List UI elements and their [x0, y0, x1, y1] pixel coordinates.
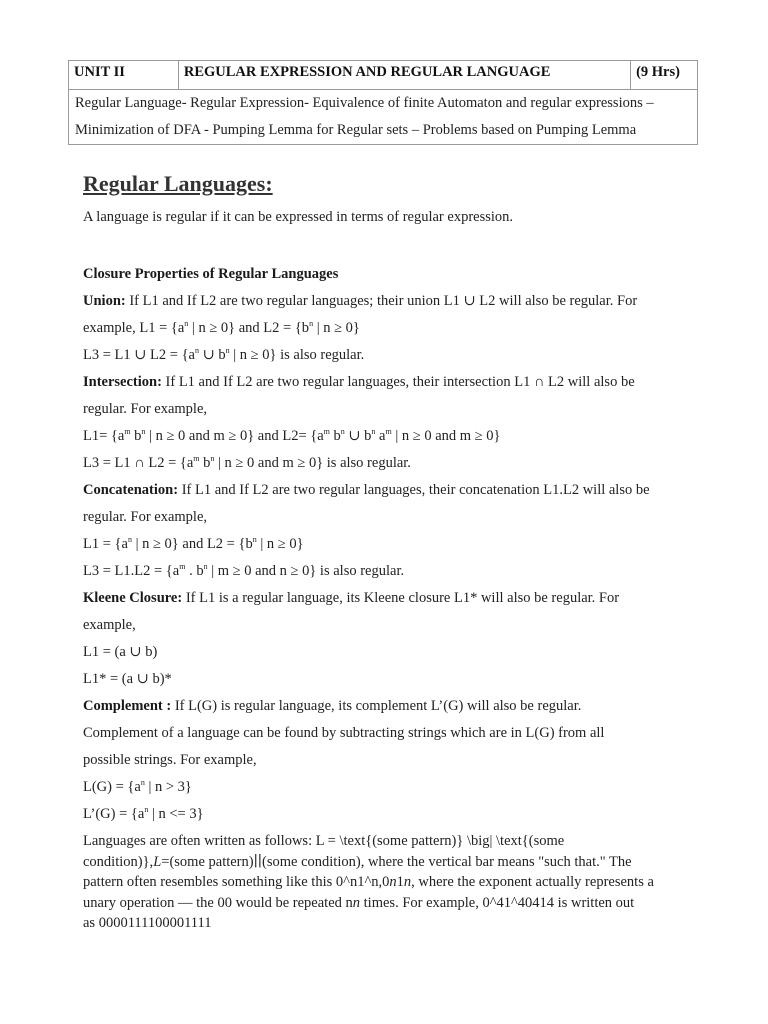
superscript: n: [144, 805, 149, 814]
unit-header-row: [69, 61, 698, 90]
spacer: [83, 231, 693, 258]
notation-line-2: [83, 852, 693, 873]
kleene-label: Kleene Closure:: [83, 590, 183, 606]
concatenation-text: . b: [185, 563, 204, 579]
notation-italic: n: [403, 874, 412, 890]
intersection-line-1: [83, 369, 693, 396]
concatenation-line-4: [83, 558, 693, 585]
intersection-label: Intersection:: [83, 374, 162, 390]
notation-text: 1: [396, 874, 404, 890]
page-title: Regular Languages:: [83, 171, 273, 196]
intersection-text: | n ≥ 0 and m ≥ 0} is also regular.: [214, 455, 411, 471]
concatenation-text: | n ≥ 0}: [256, 536, 304, 552]
unit-title: REGULAR EXPRESSION AND REGULAR LANGUAGE: [183, 64, 551, 80]
concatenation-label: Concatenation:: [83, 482, 179, 498]
concatenation-text: | m ≥ 0 and n ≥ 0} is also regular.: [207, 563, 405, 579]
notation-italic: L: [153, 853, 162, 870]
superscript: n: [225, 346, 230, 355]
superscript: n: [203, 562, 208, 571]
union-text: If L1 and If L2 are two regular languages; their union L1 ∪ L2 will also be regular. For: [125, 293, 638, 309]
unit-id: UNIT II: [74, 64, 125, 80]
union-line-1: [83, 288, 693, 315]
concatenation-text: L3 = L1.L2 = {a: [83, 563, 180, 579]
intersection-text: | n ≥ 0 and m ≥ 0} and L2= {a: [145, 428, 324, 444]
intersection-text: | n ≥ 0 and m ≥ 0}: [391, 428, 501, 444]
intersection-text: L3 = L1 ∩ L2 = {a: [83, 455, 194, 471]
unit-id-cell: [69, 61, 179, 90]
notation-text: =(some pattern)∣∣(some condition), where the vertical bar means "such that." The: [161, 853, 632, 870]
complement-text: | n > 3}: [144, 779, 192, 795]
intersection-text: b: [130, 428, 142, 444]
unit-topics-row: [69, 90, 698, 145]
intro-text: A language is regular if it can be expressed in terms of regular expression.: [83, 209, 514, 225]
superscript: n: [252, 535, 257, 544]
unit-title-cell: [178, 61, 630, 90]
union-line-2: [83, 315, 693, 342]
intersection-text: ∪ b: [344, 428, 372, 444]
unit-topics-line-2: Minimization of DFA - Pumping Lemma for Regular sets – Problems based on Pumping Lemma: [75, 122, 637, 138]
unit-hours-cell: [631, 61, 698, 90]
superscript: m: [385, 427, 392, 436]
unit-topics-line-1: Regular Language- Regular Expression- Equivalence of finite Automaton and regular expressions –: [75, 95, 654, 111]
notation-italic: n: [389, 874, 397, 890]
notation-paragraph: [83, 831, 693, 934]
union-text: ∪ b: [198, 347, 226, 363]
notation-line-1: Languages are often written as follows: L = \text{(some pattern)} \big| \text{(some: [83, 833, 565, 849]
notation-text: pattern often resembles something like this 0^n1^n,0: [83, 874, 390, 890]
unit-topics-cell: [69, 90, 698, 145]
concatenation-line-2: regular. For example,: [83, 509, 208, 525]
complement-text: L’(G) = {a: [83, 806, 145, 822]
concatenation-text: L1 = {a: [83, 536, 128, 552]
complement-text: L(G) = {a: [83, 779, 141, 795]
union-text: example, L1 = {a: [83, 320, 185, 336]
superscript: m: [179, 562, 186, 571]
notation-text: unary operation — the 00 would be repeated n: [83, 894, 353, 911]
intersection-text: b: [199, 455, 211, 471]
complement-line-5: [83, 801, 693, 828]
intersection-line-4: [83, 450, 693, 477]
closure-title-text: Closure Properties of Regular Languages: [83, 266, 339, 282]
unit-table: [68, 60, 698, 145]
notation-text: times. For example, 0^41^40414 is written out: [360, 894, 635, 911]
superscript: n: [309, 319, 314, 328]
concatenation-line-1: [83, 477, 693, 504]
union-text: | n ≥ 0}: [313, 320, 360, 336]
notation-text: condition)},: [83, 853, 154, 870]
superscript: n: [194, 346, 199, 355]
notation-italic: n: [352, 894, 361, 911]
concatenation-text: If L1 and If L2 are two regular languages, their concatenation L1.L2 will also be: [178, 482, 650, 498]
kleene-line-3: L1 = (a ∪ b): [83, 644, 158, 660]
complement-line-1: [83, 693, 693, 720]
complement-text: If L(G) is regular language, its complement L’(G) will also be regular.: [171, 698, 582, 714]
notation-text: , where the exponent actually represents a: [411, 874, 654, 890]
kleene-line-2: example,: [83, 617, 136, 633]
superscript: m: [193, 454, 200, 463]
concatenation-text: | n ≥ 0} and L2 = {b: [131, 536, 253, 552]
complement-text: | n <= 3}: [148, 806, 204, 822]
complement-line-3: possible strings. For example,: [83, 752, 257, 768]
closure-title: [83, 261, 693, 288]
complement-line-4: [83, 774, 693, 801]
superscript: n: [141, 427, 146, 436]
document-body: [83, 166, 693, 934]
superscript: n: [184, 319, 189, 328]
concatenation-line-3: [83, 531, 693, 558]
superscript: m: [124, 427, 131, 436]
superscript: n: [127, 535, 132, 544]
kleene-line-4: L1* = (a ∪ b)*: [83, 671, 172, 687]
union-text: | n ≥ 0} and L2 = {b: [188, 320, 310, 336]
intersection-line-2: regular. For example,: [83, 401, 208, 417]
complement-label: Complement :: [83, 698, 172, 714]
union-text: L3 = L1 ∪ L2 = {a: [83, 347, 195, 363]
intersection-text: b: [329, 428, 341, 444]
notation-line-4: [83, 893, 693, 914]
unit-hours: (9 Hrs): [636, 64, 680, 80]
superscript: n: [140, 778, 145, 787]
superscript: m: [323, 427, 330, 436]
complement-line-2: Complement of a language can be found by subtracting strings which are in L(G) from all: [83, 725, 605, 741]
intersection-text: If L1 and If L2 are two regular languages, their intersection L1 ∩ L2 will also be: [161, 374, 635, 390]
superscript: n: [210, 454, 215, 463]
superscript: n: [340, 427, 345, 436]
union-label: Union:: [83, 293, 126, 309]
kleene-line-1: [83, 585, 693, 612]
union-line-3: [83, 342, 693, 369]
intersection-line-3: [83, 423, 693, 450]
intersection-text: a: [375, 428, 386, 444]
intersection-text: L1= {a: [83, 428, 125, 444]
kleene-text: If L1 is a regular language, its Kleene closure L1* will also be regular. For: [182, 590, 620, 606]
notation-line-3: [83, 872, 693, 893]
superscript: n: [371, 427, 376, 436]
notation-line-5: as 0000111100001111: [83, 915, 212, 931]
union-text: | n ≥ 0} is also regular.: [229, 347, 365, 363]
